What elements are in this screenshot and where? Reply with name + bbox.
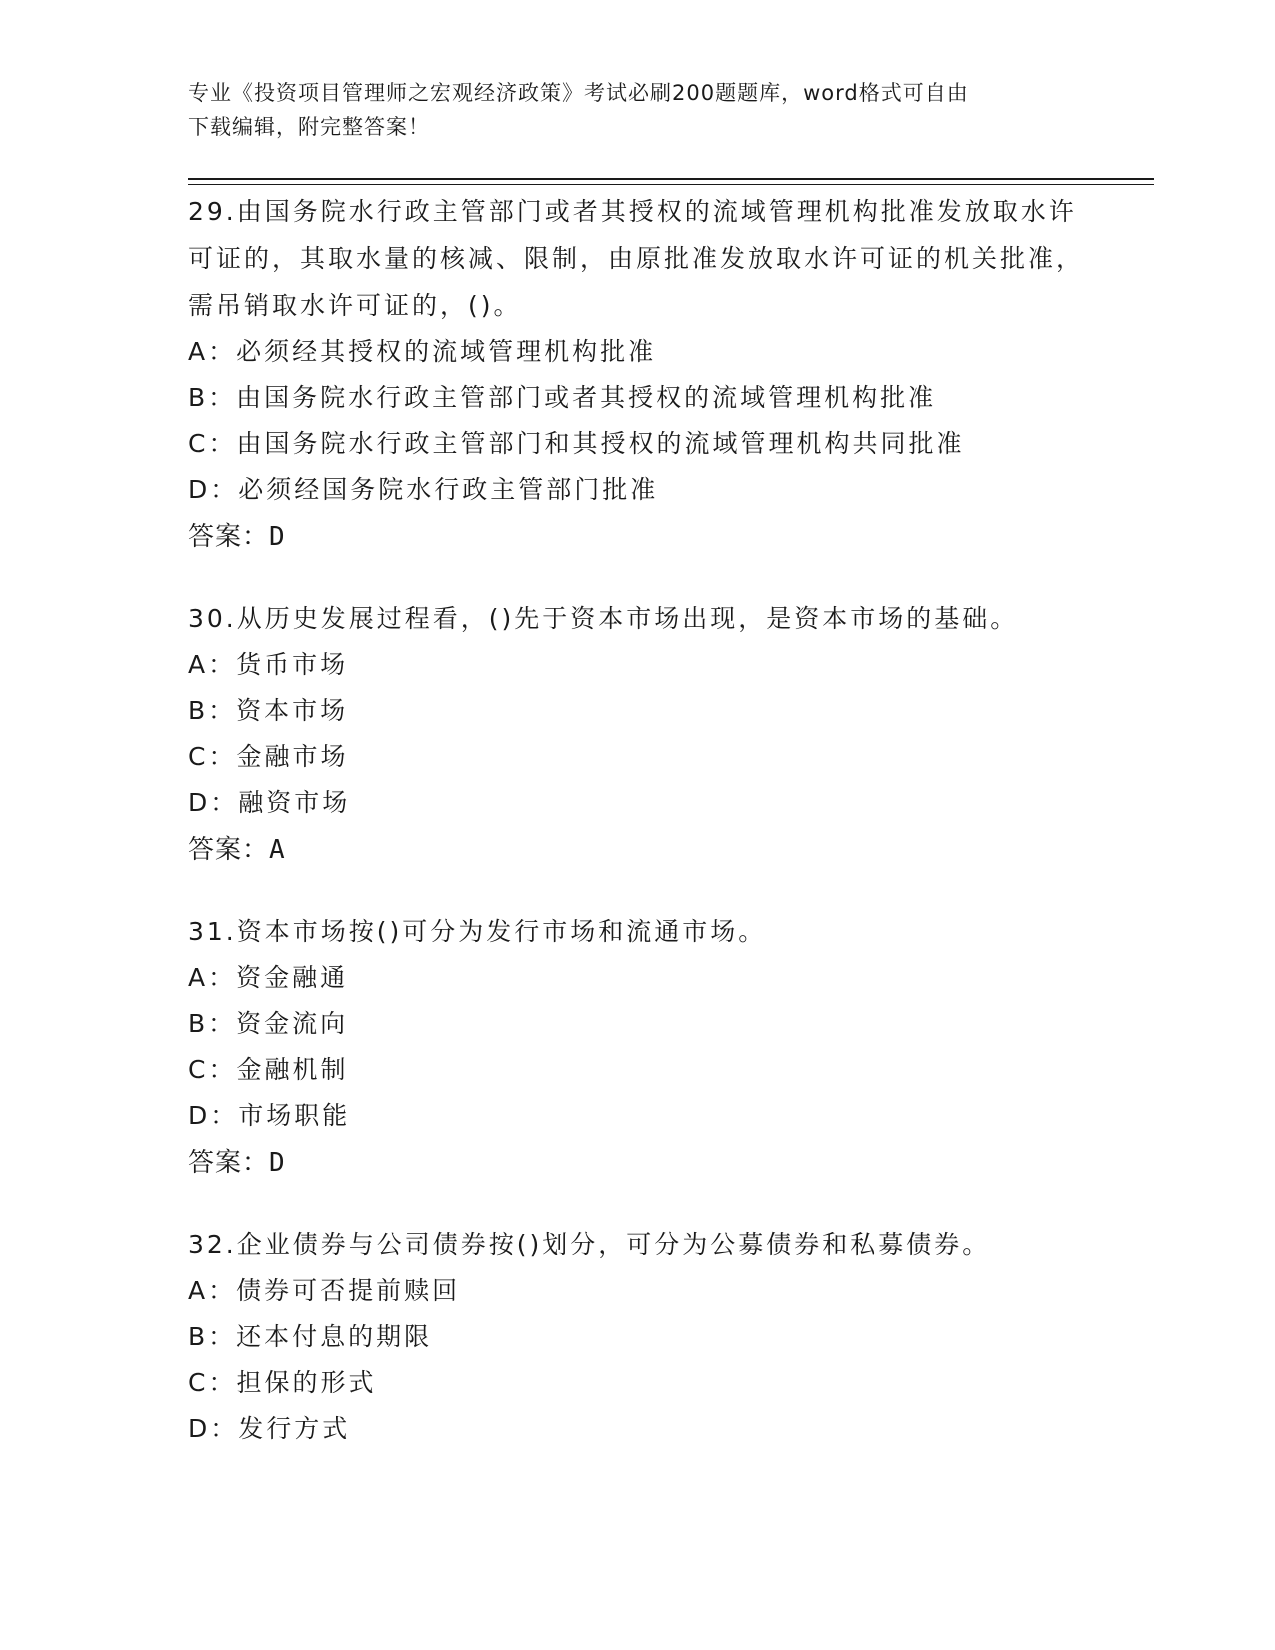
question-spacer (188, 874, 1088, 908)
option-b: B：资金流向 (188, 1009, 349, 1038)
option-d: D：市场职能 (188, 1101, 351, 1130)
option-a: A：债券可否提前赎回 (188, 1276, 461, 1305)
option-a: A：货币市场 (188, 650, 349, 679)
question-32 (188, 1221, 1088, 1452)
answer-line: 答案：A (188, 835, 286, 865)
question-30 (188, 595, 1088, 874)
answer-line: 答案：D (188, 1148, 286, 1178)
option-b: B：还本付息的期限 (188, 1322, 433, 1351)
option-c: C：担保的形式 (188, 1368, 377, 1397)
header-line-1: 专业《投资项目管理师之宏观经济政策》考试必刷200题题库，word格式可自由 (188, 81, 969, 105)
header-divider-thin (188, 184, 1154, 185)
option-c: C：金融机制 (188, 1055, 349, 1084)
option-a: A：必须经其授权的流域管理机构批准 (188, 337, 657, 366)
question-spacer (188, 1187, 1088, 1221)
question-31 (188, 908, 1088, 1187)
option-a: A：资金融通 (188, 963, 349, 992)
option-d: D：必须经国务院水行政主管部门批准 (188, 475, 659, 504)
option-b: B：资本市场 (188, 696, 349, 725)
option-c: C：由国务院水行政主管部门和其授权的流域管理机构共同批准 (188, 429, 965, 458)
question-stem: 31.资本市场按()可分为发行市场和流通市场。 (188, 917, 767, 946)
header-divider-thick (188, 178, 1154, 180)
answer-line: 答案：D (188, 522, 286, 552)
question-stem: 30.从历史发展过程看，()先于资本市场出现，是资本市场的基础。 (188, 604, 1019, 633)
question-list (188, 188, 1088, 1452)
question-spacer (188, 561, 1088, 595)
option-d: D：融资市场 (188, 788, 351, 817)
document-header (188, 76, 1068, 144)
option-b: B：由国务院水行政主管部门或者其授权的流域管理机构批准 (188, 383, 937, 412)
question-stem: 29.由国务院水行政主管部门或者其授权的流域管理机构批准发放取水许可证的，其取水量的核减、限制，由原批准发放取水许可证的机关批准，需吊销取水许可证的，()。 (188, 197, 1085, 320)
question-29 (188, 188, 1088, 561)
option-d: D：发行方式 (188, 1414, 351, 1443)
header-line-2: 下载编辑，附完整答案！ (188, 115, 430, 139)
option-c: C：金融市场 (188, 742, 349, 771)
question-stem: 32.企业债券与公司债券按()划分，可分为公募债券和私募债券。 (188, 1230, 991, 1259)
